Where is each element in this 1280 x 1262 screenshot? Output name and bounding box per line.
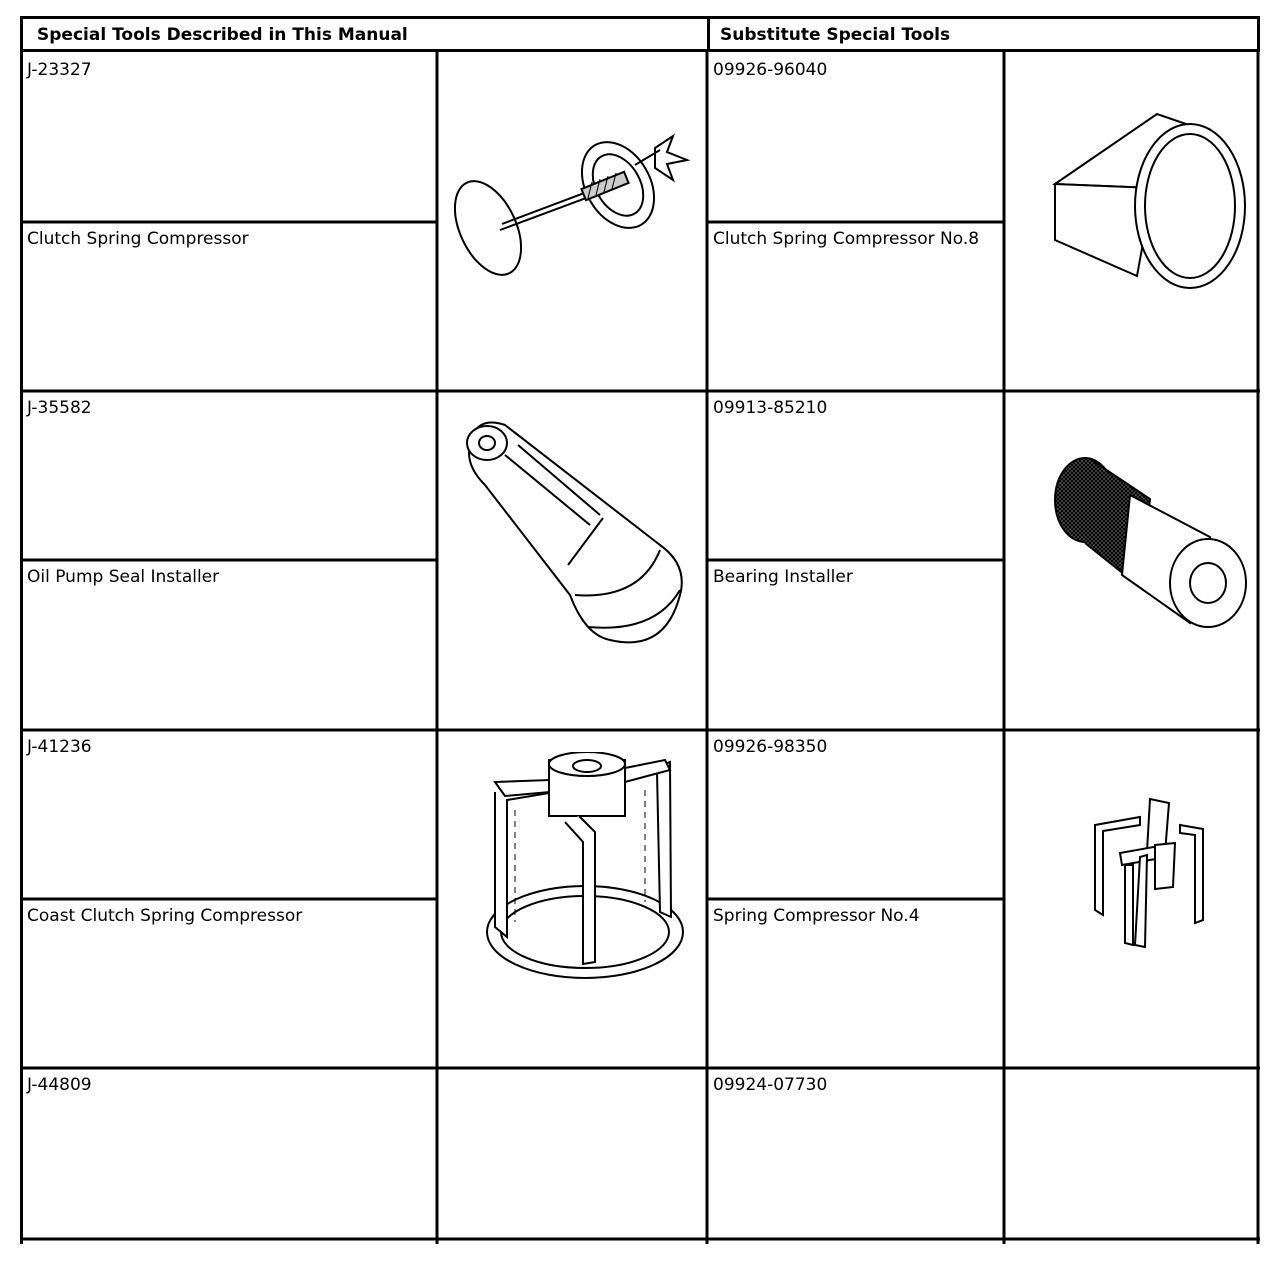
header-substitute-tools-label: Substitute Special Tools [720,25,951,45]
oil-pump-seal-installer-icon [460,415,695,655]
sub-number-0992407730: 09924-07730 [713,1075,828,1095]
sub-name-spring-compressor-no4: Spring Compressor No.4 [713,906,920,926]
header-special-tools [20,16,710,52]
tool-number-j23327: J-23327 [27,60,92,80]
sub-name-clutch-spring-compressor-no8: Clutch Spring Compressor No.8 [713,229,980,249]
tool-name-oil-pump-seal-installer: Oil Pump Seal Installer [27,567,220,587]
sub-number-0992696040: 09926-96040 [713,60,828,80]
spring-compressor-no4-icon [1085,795,1210,955]
tool-name-coast-clutch-spring-compressor: Coast Clutch Spring Compressor [27,906,303,926]
sub-name-bearing-installer: Bearing Installer [713,567,853,587]
tool-number-j41236: J-41236 [27,737,92,757]
bearing-installer-icon [1050,455,1260,630]
clutch-spring-compressor-no8-icon [1045,108,1255,298]
sub-number-0992698350: 09926-98350 [713,737,828,757]
coast-clutch-spring-compressor-icon [485,752,690,982]
sub-number-0991385210: 09913-85210 [713,398,828,418]
tool-name-clutch-spring-compressor: Clutch Spring Compressor [27,229,249,249]
tool-number-j35582: J-35582 [27,398,92,418]
header-substitute-tools [707,16,1260,52]
clutch-spring-compressor-icon [450,120,710,290]
header-special-tools-label: Special Tools Described in This Manual [37,25,408,45]
tool-number-j44809: J-44809 [27,1075,92,1095]
